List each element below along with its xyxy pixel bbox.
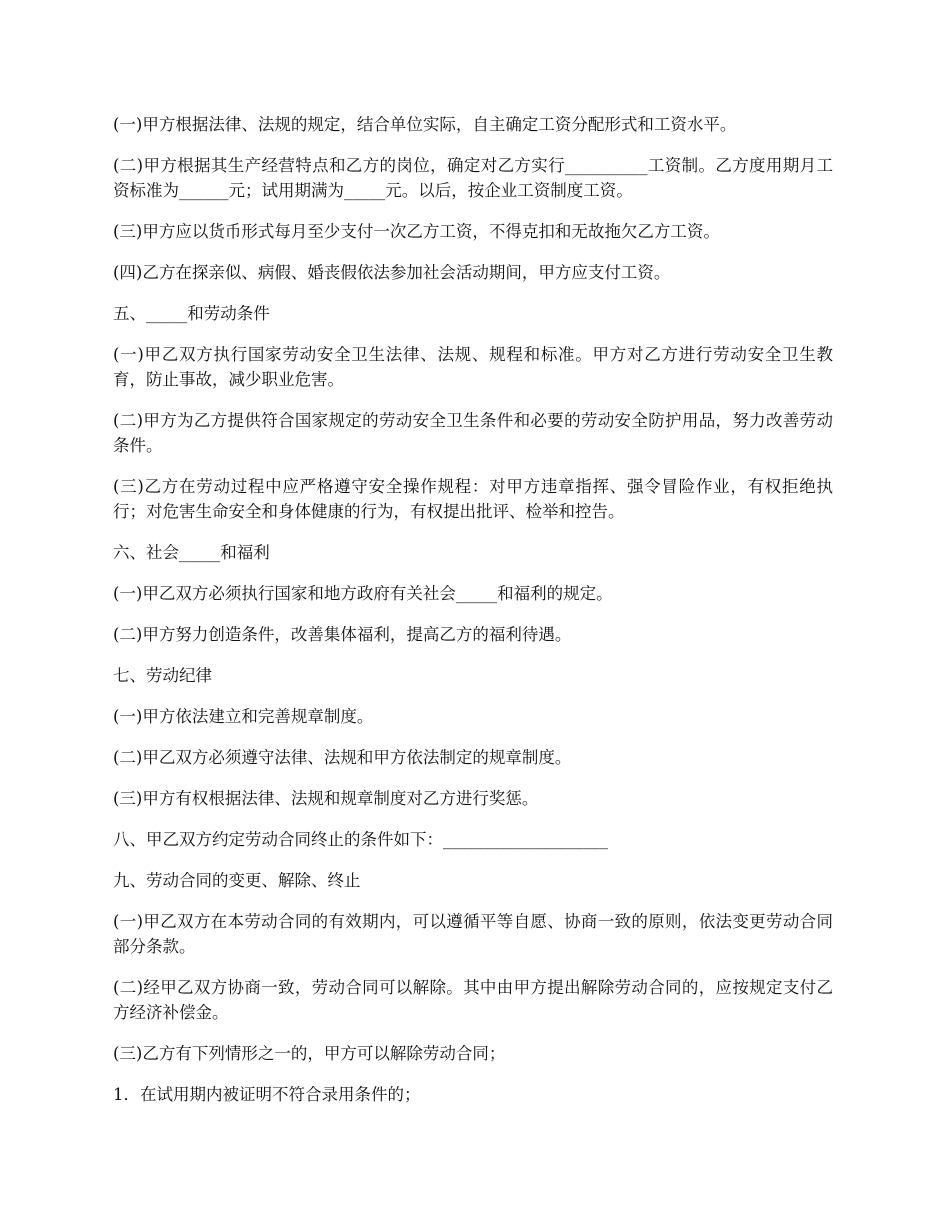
welfare-clause-2: (二)甲方努力创造条件，改善集体福利，提高乙方的福利待遇。 — [113, 625, 572, 644]
section-heading-8: 八、甲乙双方约定劳动合同终止的条件如下：____________________ — [113, 830, 608, 849]
discipline-clause-1: (一)甲方依法建立和完善规章制度。 — [113, 707, 374, 726]
termination-clause-1: (一)甲乙双方在本劳动合同的有效期内，可以遵循平等自愿、协商一致的原则，依法变更劳动合同部分条款。 — [113, 912, 833, 956]
termination-clause-2: (二)经甲乙双方协商一致，劳动合同可以解除。其中由甲方提出解除劳动合同的，应按规定支付乙方经济补偿金。 — [113, 978, 833, 1022]
termination-clause-3: (三)乙方有下列情形之一的，甲方可以解除劳动合同； — [113, 1044, 506, 1063]
section-heading-9: 九、劳动合同的变更、解除、终止 — [113, 871, 361, 890]
wage-clause-1: (一)甲方根据法律、法规的规定，结合单位实际，自主确定工资分配形式和工资水平。 — [113, 115, 737, 134]
section-heading-7: 七、劳动纪律 — [113, 666, 212, 685]
discipline-clause-3: (三)甲方有权根据法律、法规和规章制度对乙方进行奖惩。 — [113, 789, 539, 808]
safety-clause-3: (三)乙方在劳动过程中应严格遵守安全操作规程：对甲方违章指挥、强令冒险作业，有权拒绝执行；对危害生命安全和身体健康的行为，有权提出批评、检举和控告。 — [113, 477, 833, 521]
safety-clause-2: (二)甲方为乙方提供符合国家规定的劳动安全卫生条件和必要的劳动安全防护用品，努力改善劳动条件。 — [113, 411, 833, 455]
wage-clause-3: (三)甲方应以货币形式每月至少支付一次乙方工资，不得克扣和无故拖欠乙方工资。 — [113, 222, 720, 241]
document-body — [113, 112, 833, 1123]
safety-clause-1: (一)甲乙双方执行国家劳动安全卫生法律、法规、规程和标准。甲方对乙方进行劳动安全卫生教育，防止事故，减少职业危害。 — [113, 345, 833, 389]
wage-clause-2: (二)甲方根据其生产经营特点和乙方的岗位，确定对乙方实行__________工资制。乙方度用期月工资标准为______元；试用期满为_____元。以后，按企业工资制度工资。 — [113, 156, 833, 200]
section-heading-5: 五、_____和劳动条件 — [113, 304, 270, 323]
section-heading-6: 六、社会_____和福利 — [113, 543, 270, 562]
wage-clause-4: (四)乙方在探亲似、病假、婚丧假依法参加社会活动期间，甲方应支付工资。 — [113, 263, 671, 282]
welfare-clause-1: (一)甲乙双方必须执行国家和地方政府有关社会_____和福利的规定。 — [113, 584, 613, 603]
termination-item-1: 1．在试用期内被证明不符合录用条件的； — [113, 1085, 421, 1104]
discipline-clause-2: (二)甲乙双方必须遵守法律、法规和甲方依法制定的规章制度。 — [113, 748, 572, 767]
